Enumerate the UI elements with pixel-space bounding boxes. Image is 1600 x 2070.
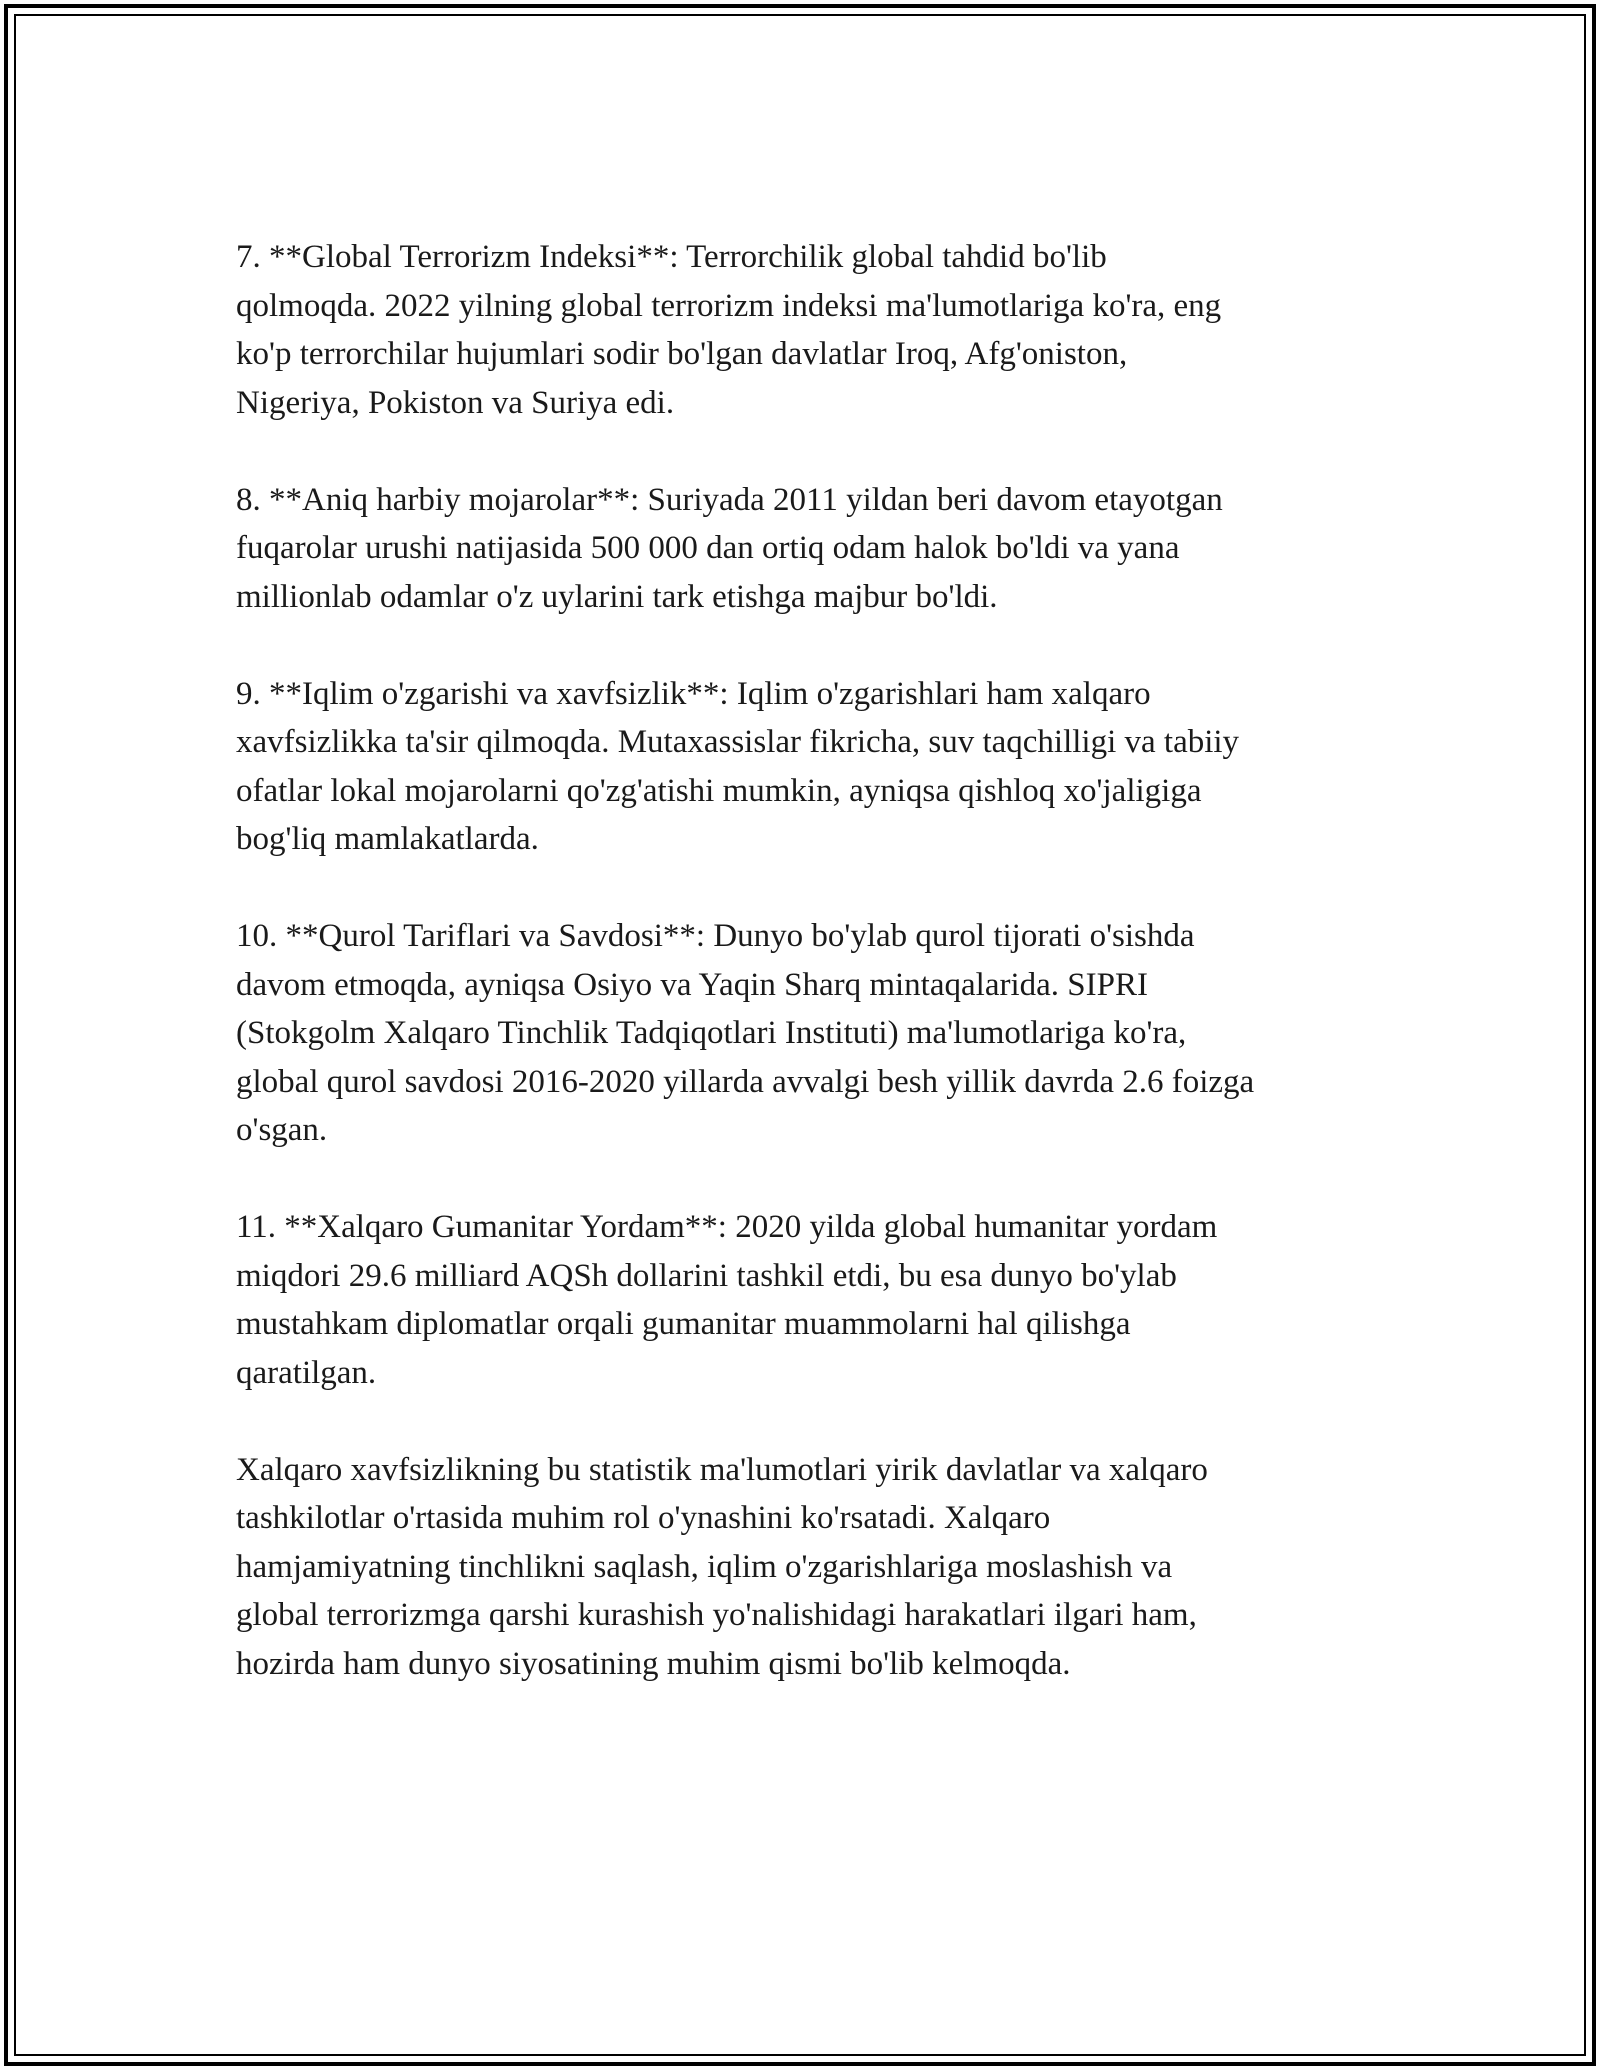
paragraph-arms-trade: 10. **Qurol Tariflari va Savdosi**: Dunyo bo'ylab qurol tijorati o'sishda davom etmoqda, ayniqsa Osiyo va Yaqin Sharq mintaqalarida. SIPRI (Stokgolm Xalqaro Tinchlik Tadqiqotlari Instituti) ma'lumotlariga ko'ra, global qurol savdosi 2016-2020 yillarda avvalgi besh yillik davrda 2.6 foizga o'sgan.	[236, 918, 1255, 1148]
paragraph-global-terrorism-index: 7. **Global Terrorizm Indeksi**: Terrorchilik global tahdid bo'lib qolmoqda. 2022 yilning global terrorizm indeksi ma'lumotlariga ko'ra, eng ko'p terrorchilar hujumlari sodir bo'lgan davlatlar Iroq, Afg'oniston, Nigeriya, Pokiston va Suriya edi.	[236, 239, 1222, 421]
paragraph-climate-security: 9. **Iqlim o'zgarishi va xavfsizlik**: Iqlim o'zgarishlari ham xalqaro xavfsizlikka ta'sir qilmoqda. Mutaxassislar fikricha, suv taqchilligi va tabiiy ofatlar lokal mojarolarni qo'zg'atishi mumkin, ayniqsa qishloq xo'jaligiga bog'liq mamlakatlarda.	[236, 675, 1240, 857]
paragraph-humanitarian-aid: 11. **Xalqaro Gumanitar Yordam**: 2020 yilda global humanitar yordam miqdori 29.6 milliard AQSh dollarini tashkil etdi, bu esa dunyo bo'ylab mustahkam diplomatlar orqali gumanitar muammolarni hal qilishga qaratilgan.	[236, 1209, 1218, 1391]
paragraph-military-conflicts: 8. **Aniq harbiy mojarolar**: Suriyada 2011 yildan beri davom etayotgan fuqarolar urushi natijasida 500 000 dan ortiq odam halok bo'ldi va yana millionlab odamlar o'z uylarini tark etishga majbur bo'ldi.	[236, 481, 1223, 615]
document-body	[236, 233, 1386, 1737]
paragraph-conclusion: Xalqaro xavfsizlikning bu statistik ma'lumotlari yirik davlatlar va xalqaro tashkilotlar o'rtasida muhim rol o'ynashini ko'rsatadi. Xalqaro hamjamiyatning tinchlikni saqlash, iqlim o'zgarishlariga moslashish va global terrorizmga qarshi kurashish yo'nalishidagi harakatlari ilgari ham, hozirda ham dunyo siyosatining muhim qismi bo'lib kelmoqda.	[236, 1451, 1208, 1682]
